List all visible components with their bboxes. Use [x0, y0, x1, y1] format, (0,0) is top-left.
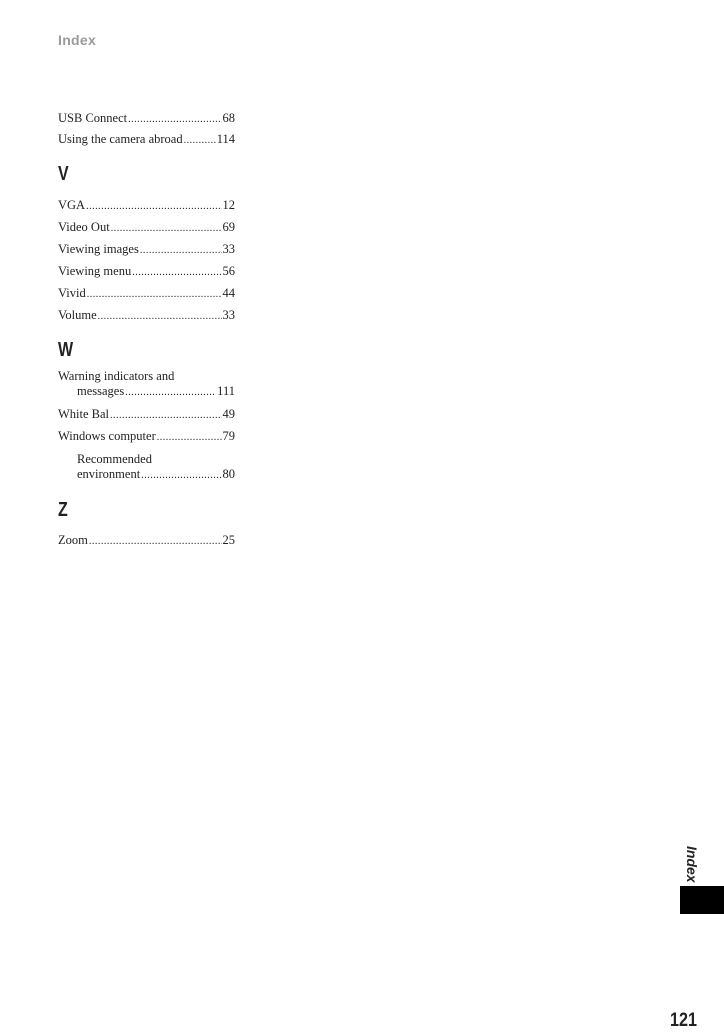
index-page: 114: [216, 132, 235, 146]
index-entry: [58, 110, 235, 128]
index-term: Windows computer: [58, 429, 156, 443]
index-term: Warning indicators and: [58, 369, 175, 383]
index-page: 33: [222, 308, 235, 322]
index-entry: [58, 197, 235, 215]
index-entry: [58, 428, 235, 446]
index-entry: [58, 131, 235, 149]
index-entry: [58, 263, 235, 281]
index-entry: [58, 285, 235, 303]
running-header: Index: [58, 32, 97, 48]
index-entry: [58, 307, 235, 325]
index-entry: [58, 406, 235, 424]
section-letter: W: [58, 339, 74, 361]
leader-dots: [87, 287, 222, 303]
leader-dots: [140, 243, 222, 259]
leader-dots: [111, 221, 222, 237]
index-page: 56: [222, 264, 235, 278]
section-letter: Z: [58, 499, 68, 521]
index-term: VGA: [58, 198, 86, 212]
leader-dots: [141, 468, 221, 484]
index-page: 68: [222, 111, 235, 125]
leader-dots: [184, 133, 216, 149]
leader-dots: [157, 430, 222, 446]
index-subterm-continued: environment: [77, 467, 141, 481]
index-page: 111: [217, 384, 235, 398]
leader-dots: [86, 199, 221, 215]
index-page: 79: [222, 429, 235, 443]
side-tab-label: Index: [684, 846, 700, 883]
index-term: Using the camera abroad: [58, 132, 183, 146]
index-page: 44: [222, 286, 235, 300]
leader-dots: [132, 265, 221, 281]
index-page: 33: [222, 242, 235, 256]
index-page: 25: [222, 533, 235, 547]
index-page: 12: [222, 198, 235, 212]
index-entry: [77, 383, 235, 401]
side-tab-marker: [680, 886, 724, 914]
leader-dots: [89, 534, 222, 550]
leader-dots: [128, 112, 221, 128]
index-term-continued: messages: [77, 384, 125, 398]
index-page: 80: [222, 467, 235, 481]
index-entry: [58, 219, 235, 237]
index-page: 49: [222, 407, 235, 421]
index-term: Zoom: [58, 533, 88, 547]
section-letter: V: [58, 163, 69, 185]
index-term: Viewing menu: [58, 264, 132, 278]
index-term: Vivid: [58, 286, 86, 300]
index-term: Video Out: [58, 220, 110, 234]
index-entry: [58, 532, 235, 550]
leader-dots: [110, 408, 221, 424]
leader-dots: [98, 309, 222, 325]
index-term: White Bal: [58, 407, 110, 421]
index-term: Volume: [58, 308, 97, 322]
index-entry: [58, 241, 235, 259]
index-page: 69: [222, 220, 235, 234]
index-subterm: Recommended: [77, 452, 152, 466]
page-number: 121: [670, 1010, 697, 1031]
index-term: USB Connect: [58, 111, 128, 125]
index-entry: [77, 466, 235, 484]
leader-dots: [125, 385, 216, 401]
index-term: Viewing images: [58, 242, 139, 256]
